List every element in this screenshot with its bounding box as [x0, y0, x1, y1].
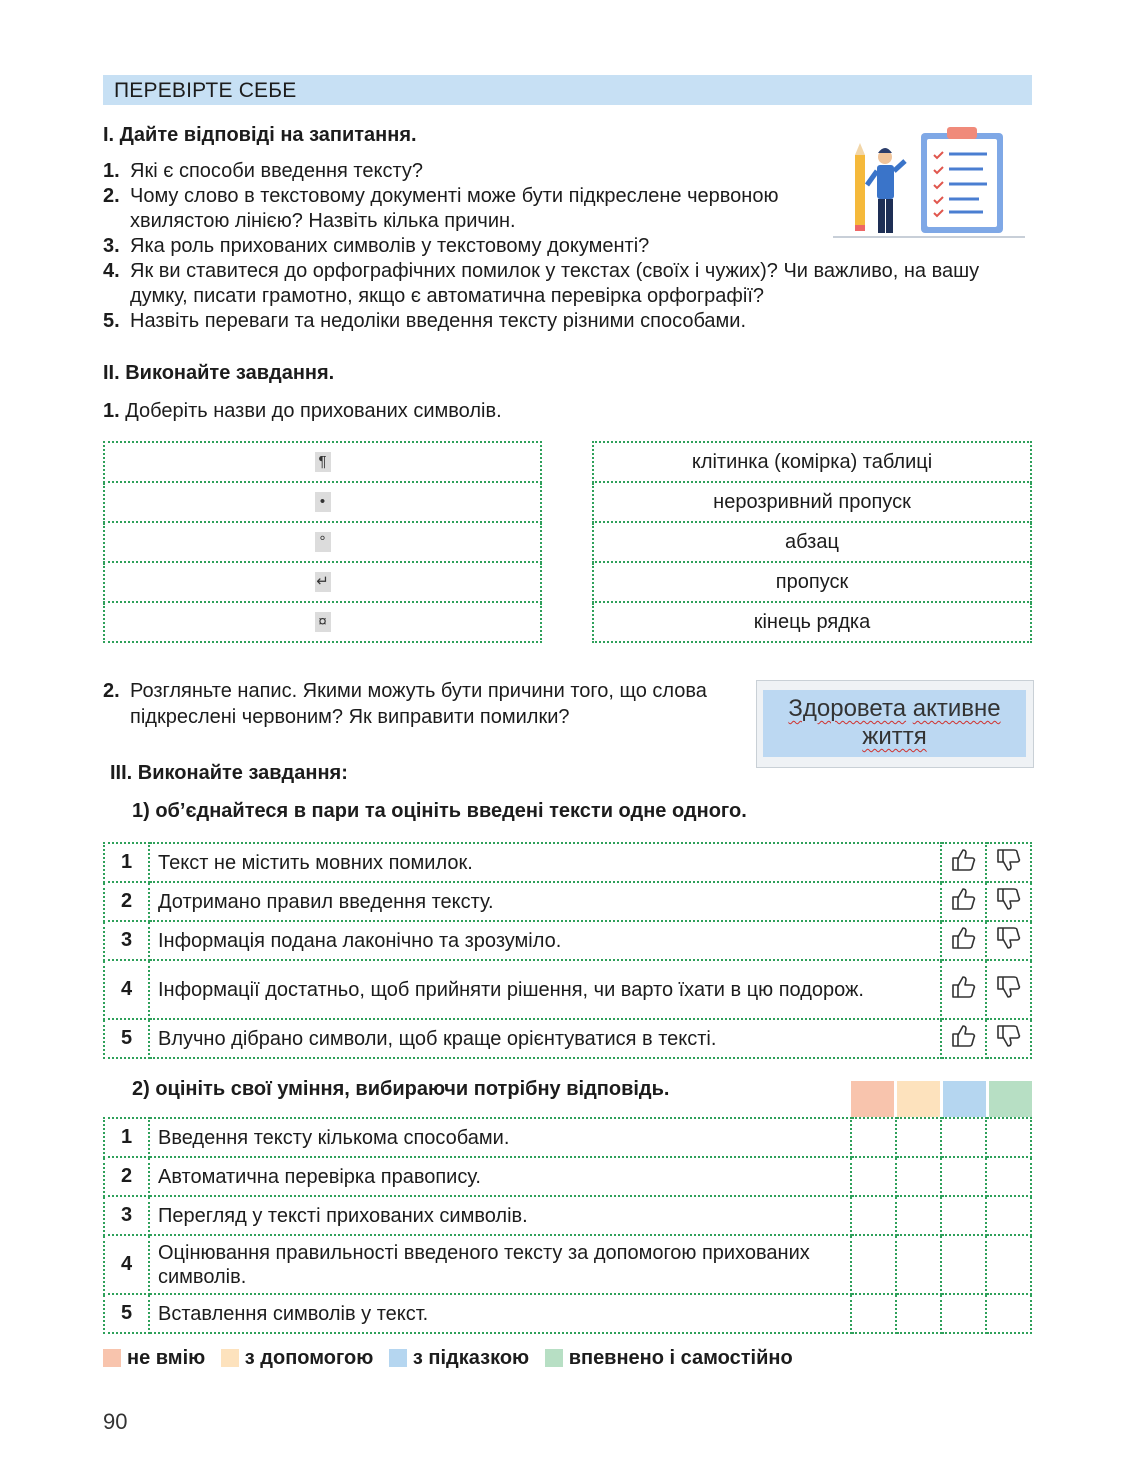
- thumb-up-icon[interactable]: [951, 848, 977, 872]
- level-swatch-with-hint: [943, 1081, 986, 1117]
- legend-item: впевнено і самостійно: [545, 1347, 793, 1369]
- thumb-down-icon[interactable]: [996, 887, 1022, 911]
- task2-text: 2. Розгляньте напис. Якими можуть бути причини того, що слова підкреслені червоним? Як виправити помилки?: [103, 680, 707, 728]
- legend-swatch: [103, 1349, 121, 1367]
- legend-swatch: [545, 1349, 563, 1367]
- table-row: 4 Оцінювання правильності введеного тексту за допомогою прихованих символів.: [104, 1235, 1031, 1294]
- table-row: [104, 442, 541, 482]
- task1-text: 1. Доберіть назви до прихованих символів.: [103, 400, 502, 422]
- level-swatch-cannot: [851, 1081, 894, 1117]
- level-cell[interactable]: [851, 1118, 896, 1157]
- level-cell[interactable]: [941, 1157, 986, 1196]
- table-row: кінець рядка: [593, 602, 1031, 642]
- table-row: [104, 562, 541, 602]
- thumb-up-icon[interactable]: [951, 926, 977, 950]
- table-row: [104, 482, 541, 522]
- level-cell[interactable]: [851, 1196, 896, 1235]
- section-title-bar: [103, 75, 1032, 105]
- level-cell[interactable]: [986, 1294, 1031, 1333]
- part3-sub1: 1) об’єднайтеся в пари та оцініть введені тексти одне одного.: [132, 800, 747, 822]
- level-cell[interactable]: [851, 1157, 896, 1196]
- level-cell[interactable]: [851, 1235, 896, 1294]
- legend-item: з допомогою: [221, 1347, 374, 1369]
- question-item: 4. Як ви ставитеся до орфографічних помилок у текстах (своїх і чужих)? Чи важливо, на вашу думку, писати грамотно, якщо є автоматична перевірка орфографії?: [103, 260, 980, 307]
- table-row: 5 Влучно дібрано символи, щоб краще орієнтуватися в тексті.: [104, 1019, 1031, 1058]
- table-row: 4 Інформації достатньо, щоб прийняти рішення, чи варто їхати в цю подорож.: [104, 960, 1031, 1019]
- level-cell[interactable]: [986, 1118, 1031, 1157]
- table-row: 1 Текст не містить мовних помилок.: [104, 843, 1031, 882]
- level-cell[interactable]: [941, 1294, 986, 1333]
- level-legend: [103, 1346, 803, 1370]
- level-cell[interactable]: [896, 1294, 941, 1333]
- table-row: [104, 522, 541, 562]
- degree-symbol: °: [315, 532, 331, 552]
- question-item: 2. Чому слово в текстовому документі може бути підкреслене червоною хвилястою лінією? Назвіть кілька причин.: [103, 185, 779, 232]
- symbol-names-table: [592, 441, 1032, 643]
- table-row: 3 Інформація подана лаконічно та зрозуміло.: [104, 921, 1031, 960]
- thumb-up-icon[interactable]: [951, 975, 977, 999]
- section-title: ПЕРЕВІРТЕ СЕБЕ: [114, 79, 297, 102]
- thumb-down-icon[interactable]: [996, 975, 1022, 999]
- table-row: 3 Перегляд у тексті прихованих символів.: [104, 1196, 1031, 1235]
- thumb-up-icon[interactable]: [951, 1024, 977, 1048]
- table-row: абзац: [593, 522, 1031, 562]
- level-cell[interactable]: [986, 1196, 1031, 1235]
- level-cell[interactable]: [986, 1235, 1031, 1294]
- level-cell[interactable]: [896, 1157, 941, 1196]
- thumb-up-icon[interactable]: [951, 887, 977, 911]
- level-swatch-with-help: [897, 1081, 940, 1117]
- legend-item: з підказкою: [389, 1347, 529, 1369]
- line-break-symbol: ↵: [316, 573, 329, 591]
- table-row: 1 Введення тексту кількома способами.: [104, 1118, 1031, 1157]
- level-cell[interactable]: [896, 1235, 941, 1294]
- part3-heading: III. Виконайте завдання:: [110, 762, 348, 784]
- level-cell[interactable]: [941, 1235, 986, 1294]
- legend-item: не вмію: [103, 1347, 205, 1369]
- table-row: 2 Автоматична перевірка правопису.: [104, 1157, 1031, 1196]
- spellcheck-sample-image: [756, 680, 1034, 768]
- question-item: 3. Яка роль прихованих символів у текстовому документі?: [103, 235, 650, 257]
- thumb-down-icon[interactable]: [996, 1024, 1022, 1048]
- part2-heading: II. Виконайте завдання.: [103, 362, 335, 384]
- thumb-down-icon[interactable]: [996, 926, 1022, 950]
- level-cell[interactable]: [896, 1118, 941, 1157]
- pilcrow-symbol: ¶: [315, 452, 331, 472]
- misspelled-word: Здоровета: [788, 695, 907, 722]
- cell-end-symbol: ¤: [315, 612, 331, 632]
- legend-swatch: [221, 1349, 239, 1367]
- question-item: 1. Які є способи введення тексту?: [103, 160, 423, 182]
- table-row: 2 Дотримано правил введення тексту.: [104, 882, 1031, 921]
- checklist-illustration: [833, 125, 1028, 240]
- level-cell[interactable]: [851, 1294, 896, 1333]
- page-number: 90: [103, 1409, 128, 1434]
- question-item: 5. Назвіть переваги та недоліки введення тексту різними способами.: [103, 310, 747, 332]
- level-cell[interactable]: [941, 1118, 986, 1157]
- peer-evaluation-table: [103, 842, 1032, 1059]
- table-row: [104, 602, 541, 642]
- legend-swatch: [389, 1349, 407, 1367]
- symbols-table: [103, 441, 542, 643]
- misspelled-word: життя: [862, 723, 927, 750]
- table-row: нерозривний пропуск: [593, 482, 1031, 522]
- part3-sub2: 2) оцініть свої уміння, вибираючи потрібну відповідь.: [132, 1078, 670, 1100]
- table-row: 5 Вставлення символів у текст.: [104, 1294, 1031, 1333]
- dot-symbol: •: [315, 492, 331, 512]
- part1-heading: I. Дайте відповіді на запитання.: [103, 124, 417, 146]
- thumb-down-icon[interactable]: [996, 848, 1022, 872]
- table-row: пропуск: [593, 562, 1031, 602]
- level-cell[interactable]: [896, 1196, 941, 1235]
- table-row: клітинка (комірка) таблиці: [593, 442, 1031, 482]
- self-assessment-table: [103, 1117, 1032, 1334]
- misspelled-word: активне: [912, 695, 1001, 722]
- level-cell[interactable]: [986, 1157, 1031, 1196]
- level-cell[interactable]: [941, 1196, 986, 1235]
- level-swatch-confident: [989, 1081, 1032, 1117]
